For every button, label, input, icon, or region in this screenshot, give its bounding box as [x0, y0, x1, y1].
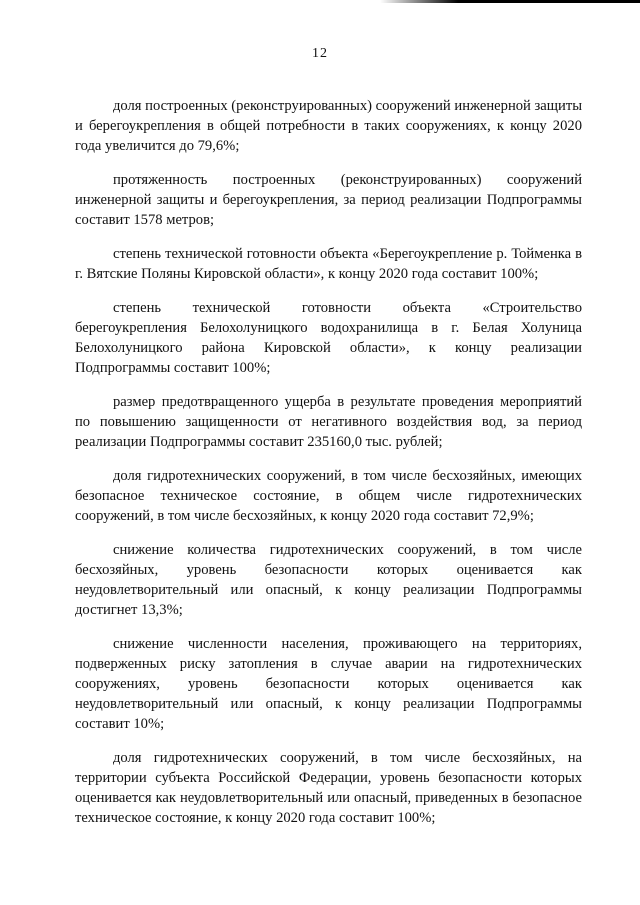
paragraph-unsafe-structures-reduction: снижение количества гидротехнических сооружений, в том числе бесхозяйных, уровень безопасности которых оценивается как неудовлетворительный или опасный, к концу реализации Подпрограммы достигнет 13,3%; [75, 542, 582, 618]
paragraph-toymenka-readiness: степень технической готовности объекта «Берегоукрепление р. Тойменка в г. Вятские Поляны Кировской области», к концу 2020 года составит 100%; [75, 246, 582, 282]
document-body [75, 96, 582, 842]
scan-edge-mark [380, 0, 640, 3]
paragraph-restored-structures-share: доля гидротехнических сооружений, в том числе бесхозяйных, на территории субъекта Российской Федерации, уровень безопасности которых оценивается как неудовлетворительный или опасный, приведенных в безопасное техническое состояние, к концу 2020 года составит 100%; [75, 750, 582, 826]
paragraph-safe-structures-share: доля гидротехнических сооружений, в том числе бесхозяйных, имеющих безопасное техническое состояние, в общем числе гидротехнических сооружений, в том числе бесхозяйных, к концу 2020 года составит 72,9%; [75, 468, 582, 524]
paragraph-share-structures: доля построенных (реконструированных) сооружений инженерной защиты и берегоукрепления в общей потребности в таких сооружениях, к концу 2020 года увеличится до 79,6%; [75, 98, 582, 154]
paragraph-length-structures: протяженность построенных (реконструированных) сооружений инженерной защиты и берегоукрепления, за период реализации Подпрограммы составит 1578 метров; [75, 172, 582, 228]
paragraph-prevented-damage: размер предотвращенного ущерба в результате проведения мероприятий по повышению защищенности от негативного воздействия вод, за период реализации Подпрограммы составит 235160,0 тыс. рублей; [75, 394, 582, 450]
paragraph-belokholunitsky-readiness: степень технической готовности объекта «Строительство берегоукрепления Белохолуницкого водохранилища в г. Белая Холуница Белохолуницкого района Кировской области», к концу реализации Подпрограммы составит 100%; [75, 300, 582, 376]
paragraph-population-reduction: снижение численности населения, проживающего на территориях, подверженных риску затопления в случае аварии на гидротехнических сооружениях, уровень безопасности которых оценивается как неудовлетворительный или опасный, к концу реализации Подпрограммы составит 10%; [75, 636, 582, 732]
page-number: 12 [312, 46, 328, 61]
